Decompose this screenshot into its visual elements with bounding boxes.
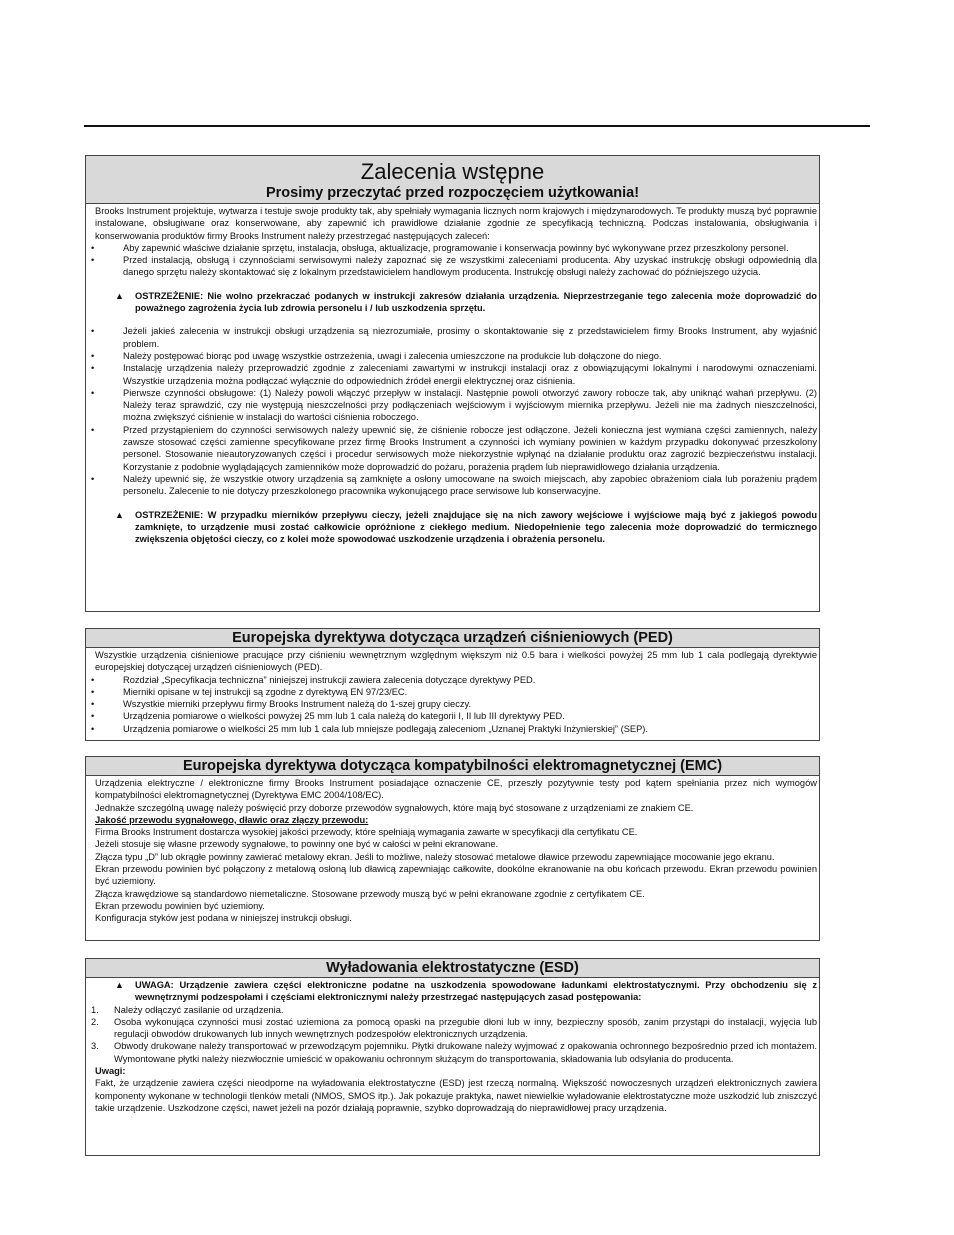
intro-header <box>86 156 819 204</box>
item-number: 2. <box>91 1016 99 1027</box>
emc-title: Europejska dyrektywa dotycząca kompatybilności elektromagnetycznej (EMC) <box>182 758 723 774</box>
emc-box <box>85 756 820 941</box>
emc-paragraph: Jednakże szczególną uwagę należy poświęcić przy doborze przewodów sygnałowych, które mają być stosowane z urządzeniami ze znakiem CE. <box>95 802 694 813</box>
list-item: • Jeżeli jakieś zalecenia w instrukcji obsługi urządzenia są niezrozumiałe, prosimy o skontaktowanie się z przedstawicielem firmy Brooks Instrument, aby wyjaśnić problem. <box>95 325 817 350</box>
page-title: Zalecenia wstępne <box>360 159 545 184</box>
warning-text: OSTRZEŻENIE: Nie wolno przekraczać podanych w instrukcji zakresów działania urządzenia. Nieprzestrzeganie tego zalecenia może doprowadzić do poważnego zagrożenia życia lub zdrowia personelu i / lub uszkodzenia sprzętu. <box>135 290 817 314</box>
emc-paragraph: Jeżeli stosuje się własne przewody sygnałowe, to powinny one być w całości w pełni ekranowane. <box>95 839 499 850</box>
caution-note <box>95 979 817 1004</box>
list-item: • Pierwsze czynności obsługowe: (1) Należy powoli włączyć przepływ w instalacji. Następnie powoli otworzyć zawory robocze tak, aby uniknąć wahań przepływu. (2) Należy teraz sprawdzić, czy nie występują nieszczelności przy podłączeniach wejściowym i wyjściowym miernika przepływu. Jeżeli nie ma żadnych nieszczelności, można zwiększyć ciśnienie w instalacji do wartości ciśnienia roboczego. <box>95 387 817 424</box>
esd-header <box>86 959 819 978</box>
intro-paragraph: Brooks Instrument projektuje, wytwarza i testuje swoje produkty tak, aby spełniały wymagania licznych norm krajowych i międzynarodowych. Te produkty muszą być poprawnie instalowane, obsługiwane oraz konserwowane, aby zapewnić ich prawidłowe działanie zgodnie ze specyfikacją techniczną. Podczas instalowania, obsługiwania i konserwowania produktów firmy Brooks Instrument należy przestrzegać następujących zaleceń: <box>95 206 817 241</box>
notes-label: Uwagi: <box>95 1066 126 1077</box>
list-item: • Aby zapewnić właściwe działanie sprzętu, instalacja, obsługa, aktualizacje, programowanie i konserwacja powinny być wykonywane przez przeszkolony personel. <box>95 242 817 254</box>
ped-paragraph: Wszystkie urządzenia ciśnieniowe pracujące przy ciśnieniu wewnętrznym względnym większym niż 0.5 bara i wielkości powyżej 25 mm lub 1 cala podlegają dyrektywie europejskiej dotyczącej urządzeń ciśnieniowych (PED). <box>95 650 817 673</box>
esd-body <box>86 978 819 1116</box>
ped-body <box>86 648 819 737</box>
esd-box <box>85 958 820 1156</box>
item-text: Obwody drukowane należy transportować w przewodzącym pojemniku. Płytki drukowane należy wyjmować z opakowania ochronnego bezpośrednio przed ich montażem. Wymontowane płytki należy niezwłocznie umieścić w opakowaniu ochronnym służącym do transportowania, składowania lub odsyłania do producenta. <box>114 1041 817 1064</box>
list-item <box>91 1016 817 1041</box>
emc-paragraph: Ekran przewodu powinien być uziemiony. <box>95 900 265 911</box>
emc-paragraph: Firma Brooks Instrument dostarcza wysokiej jakości przewody, które spełniają wymagania zawarte w specyfikacji dla certyfikatu CE. <box>95 827 638 838</box>
list-item <box>91 1040 817 1065</box>
list-item: • Instalację urządzenia należy przeprowadzić zgodnie z zaleceniami zawartymi w instrukcji instalacji oraz z obowiązującymi lokalnymi i narodowymi oznaczeniami. Wszystkie urządzenia można podłączać wyłącznie do odpowiednich źródeł energii elektrycznej oraz ciśnienia. <box>95 362 817 387</box>
list-item: • Rozdział „Specyfikacja techniczna” niniejszej instrukcji zawiera zalecenia dotyczące dyrektywy PED. <box>95 674 817 686</box>
ped-header <box>86 629 819 648</box>
page-subtitle: Prosimy przeczytać przed rozpoczęciem użytkowania! <box>265 185 640 201</box>
warning-text: OSTRZEŻENIE: W przypadku mierników przepływu cieczy, jeżeli znajdujące się na nich zawory wejściowe i wyjściowe mają być z jakiegoś powodu zamknięte, to urządzenie musi zostać całkowicie opróżnione z ciekłego medium. Niedopełnienie tego zalecenia może doprowadzić do termicznego zwiększenia objętości cieczy, co z kolei może spowodować uszkodzenie urządzenia i obrażenia personelu. <box>135 509 817 545</box>
list-item: • Mierniki opisane w tej instrukcji są zgodne z dyrektywą EN 97/23/EC. <box>95 686 817 698</box>
esd-title: Wyładowania elektrostatyczne (ESD) <box>326 960 579 976</box>
emc-header <box>86 757 819 776</box>
ped-box <box>85 628 820 741</box>
emc-subheading: Jakość przewodu sygnałowego, dławic oraz złączy przewodu: <box>95 814 369 825</box>
warning-note <box>95 290 817 315</box>
emc-body <box>86 776 819 927</box>
intro-body <box>86 204 819 547</box>
item-text: Należy odłączyć zasilanie od urządzenia. <box>114 1004 284 1015</box>
list-item: • Należy postępować biorąc pod uwagę wszystkie ostrzeżenia, uwagi i zalecenia umieszczone na produkcie lub dołączone do niego. <box>95 350 817 362</box>
emc-paragraph: Ekran przewodu powinien być połączony z metalową osłoną lub dławicą zapewniając całkowite, dookólne ekranowanie na obu końcach przewodu. Ekran przewodu powinien być uziemiony. <box>95 864 817 887</box>
emc-paragraph: Konfiguracja styków jest podana w niniejszej instrukcji obsługi. <box>95 913 352 924</box>
emc-paragraph: Złącza krawędziowe są standardowo niemetaliczne. Stosowane przewody muszą być w pełni ekranowane zgodnie z certyfikatem CE. <box>95 888 645 899</box>
item-number: 3. <box>91 1041 99 1052</box>
list-item: • Urządzenia pomiarowe o wielkości powyżej 25 mm lub 1 cala należą do kategorii I, II lub III dyrektywy PED. <box>95 710 817 722</box>
ped-title: Europejska dyrektywa dotycząca urządzeń ciśnieniowych (PED) <box>232 630 673 646</box>
item-text: Osoba wykonująca czynności musi zostać uziemiona za pomocą opaski na przegubie dłoni lub w inny, bezpieczny sposób, zanim przystąpi do instalacji, wyjęcia lub regulacji obwodów drukowanych lub innych wewnętrznych podzespołów elektronicznych urządzenia. <box>114 1016 817 1040</box>
caution-text: UWAGA: Urządzenie zawiera części elektroniczne podatne na uszkodzenia spowodowane ładunkami elektrostatycznymi. Przy obchodzeniu się z wewnętrznymi podzespołami i częściami elektronicznymi należy przestrzegać następujących zasad postępowania: <box>135 980 817 1003</box>
warning-triangle-icon: ▲ <box>115 290 124 301</box>
item-number: 1. <box>91 1004 99 1015</box>
list-item <box>91 1004 817 1016</box>
intro-box <box>85 155 820 612</box>
warning-triangle-icon: ▲ <box>115 509 124 520</box>
notes-paragraph: Fakt, że urządzenie zawiera części nieodporne na wyładowania elektrostatyczne (ESD) jest rzeczą normalną. Większość nowoczesnych urządzeń elektronicznych zawiera komponenty wykonane w technologii tlenków metali (NMOS, SMOS itp.). Jak pokazuje praktyka, nawet niewielkie wyładowanie elektrostatyczne może uszkodzić lub zniszczyć takie urządzenie. Uszkodzone części, nawet jeżeli na pozór działają poprawnie, szybko doprowadzają do nieprawidłowej pracy urządzenia. <box>95 1078 817 1113</box>
list-item: • Wszystkie mierniki przepływu firmy Brooks Instrument należą do 1-szej grupy cieczy. <box>95 698 817 710</box>
list-item: • Urządzenia pomiarowe o wielkości 25 mm lub 1 cala lub mniejsze podlegają zaleceniom „Uznanej Praktyki Inżynierskiej” (SEP). <box>95 723 817 735</box>
list-item: • Przed instalacją, obsługą i czynnościami serwisowymi należy zapoznać się ze wszystkimi zaleceniami producenta. Aby uzyskać instrukcję obsługi odpowiednią dla danego sprzętu należy skontaktować się z lokalnym przedstawicielem handlowym producenta. Instrukcję obsługi należy zachować do późniejszego użycia. <box>95 254 817 279</box>
top-rule <box>84 125 870 127</box>
list-item: • Należy upewnić się, że wszystkie otwory urządzenia są zamknięte a osłony umocowane na swoich miejscach, aby zapobiec obrażeniom ciała lub porażeniu prądem personelu. Zalecenie to nie dotyczy przeszkolonego pracownika wykonującego prace serwisowe lub konserwacyjne. <box>95 473 817 498</box>
warning-triangle-icon: ▲ <box>115 980 124 990</box>
list-item: • Przed przystąpieniem do czynności serwisowych należy upewnić się, że ciśnienie robocze jest odłączone. Jeżeli konieczna jest wymiana części zamiennych, należy zawsze stosować części zamienne specyfikowane przez firmę Brooks Instrument a czynności ich wymiany powinien w każdym przypadku dokonywać przeszkolony personel. Stosowanie nieautoryzowanych części i procedur serwisowych może niekorzystnie wpłynąć na działanie produktu oraz zagrozić bezpieczeństwu instalacji. Korzystanie z podobnie wyglądających zamienników może doprowadzić do pożaru, porażenia prądem lub nieprawidłowego działania urządzenia. <box>95 424 817 473</box>
emc-paragraph: Złącza typu „D” lub okrągłe powinny zawierać metalowy ekran. Jeśli to możliwe, należy stosować metalowe dławice przewodu zapewniające mocowanie jego ekranu. <box>95 851 775 862</box>
emc-paragraph: Urządzenia elektryczne / elektroniczne firmy Brooks Instrument posiadające oznaczenie CE, przeszły pozytywnie testy pod kątem spełniania przez nich wymogów kompatybilności elektromagnetycznej (Dyrektywa EMC 2004/108/EC). <box>95 778 817 801</box>
warning-note <box>95 509 817 546</box>
